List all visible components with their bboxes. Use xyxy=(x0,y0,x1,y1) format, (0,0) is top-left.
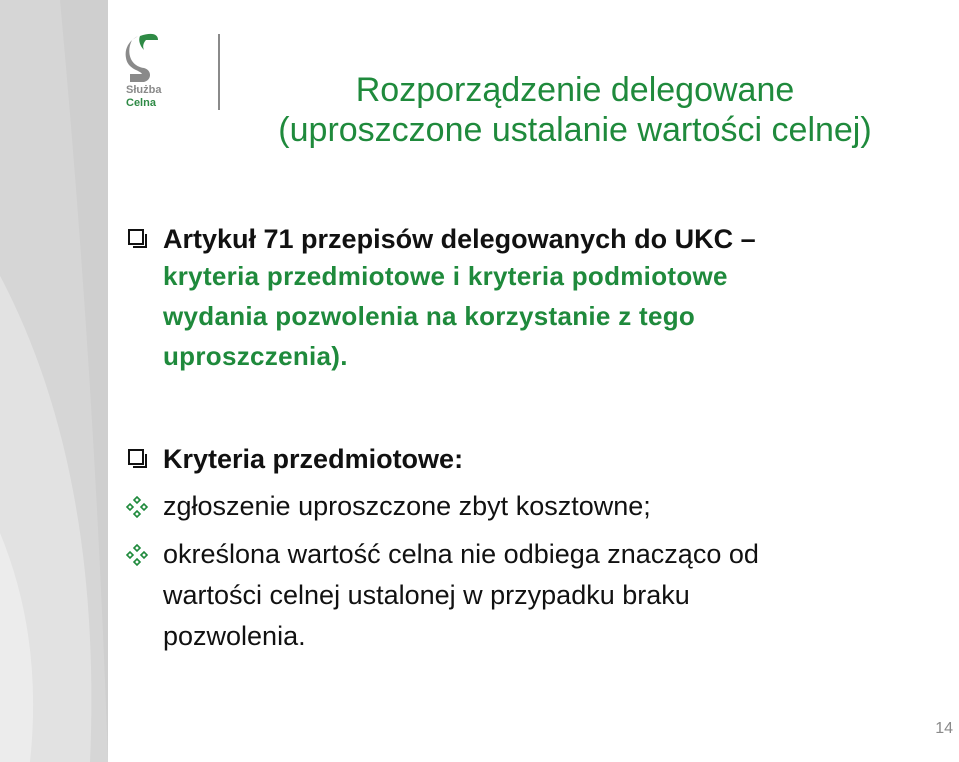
diamond-bullet-icon xyxy=(126,544,148,566)
sub-bullet-row xyxy=(126,486,926,527)
checkbox-bullet-icon xyxy=(128,229,144,245)
title-line-2: (uproszczone ustalanie wartości celnej) xyxy=(278,111,872,149)
sub-bullet-line: określona wartość celna nie odbiega znacząco od xyxy=(163,539,759,569)
logo-line-1: Służba xyxy=(126,84,162,96)
sub-bullet-row xyxy=(126,534,926,657)
page-number: 14 xyxy=(935,720,953,737)
logo-line-2: Celna xyxy=(126,97,156,109)
criteria-heading: Kryteria przedmiotowe: xyxy=(163,444,464,474)
article-detail-line: kryteria przedmiotowe i kryteria podmiotowe xyxy=(163,261,728,291)
sub-bullet-line: pozwolenia. xyxy=(163,621,306,651)
bullet-criteria xyxy=(126,442,926,476)
bullet-row xyxy=(126,442,926,476)
diamond-bullet-icon xyxy=(126,496,148,518)
checkbox-bullet-icon xyxy=(128,449,144,465)
sub-bullet-1 xyxy=(126,486,926,527)
sub-bullet-2 xyxy=(126,534,926,657)
sub-bullet-line: zgłoszenie uproszczone zbyt kosztowne; xyxy=(163,491,651,521)
article-detail-line: uproszczenia). xyxy=(163,341,348,371)
slide-title xyxy=(200,70,950,150)
article-heading: Artykuł 71 przepisów delegowanych do UKC – xyxy=(163,224,756,254)
logo-text xyxy=(126,84,161,110)
bullet-article-71 xyxy=(126,222,926,376)
sub-bullet-line: wartości celnej ustalonej w przypadku braku xyxy=(163,580,690,610)
decorative-left-band xyxy=(0,0,108,762)
article-detail-line: wydania pozwolenia na korzystanie z tego xyxy=(163,301,696,331)
bullet-row xyxy=(126,222,926,376)
title-line-1: Rozporządzenie delegowane xyxy=(355,71,795,109)
article-detail xyxy=(163,256,926,376)
